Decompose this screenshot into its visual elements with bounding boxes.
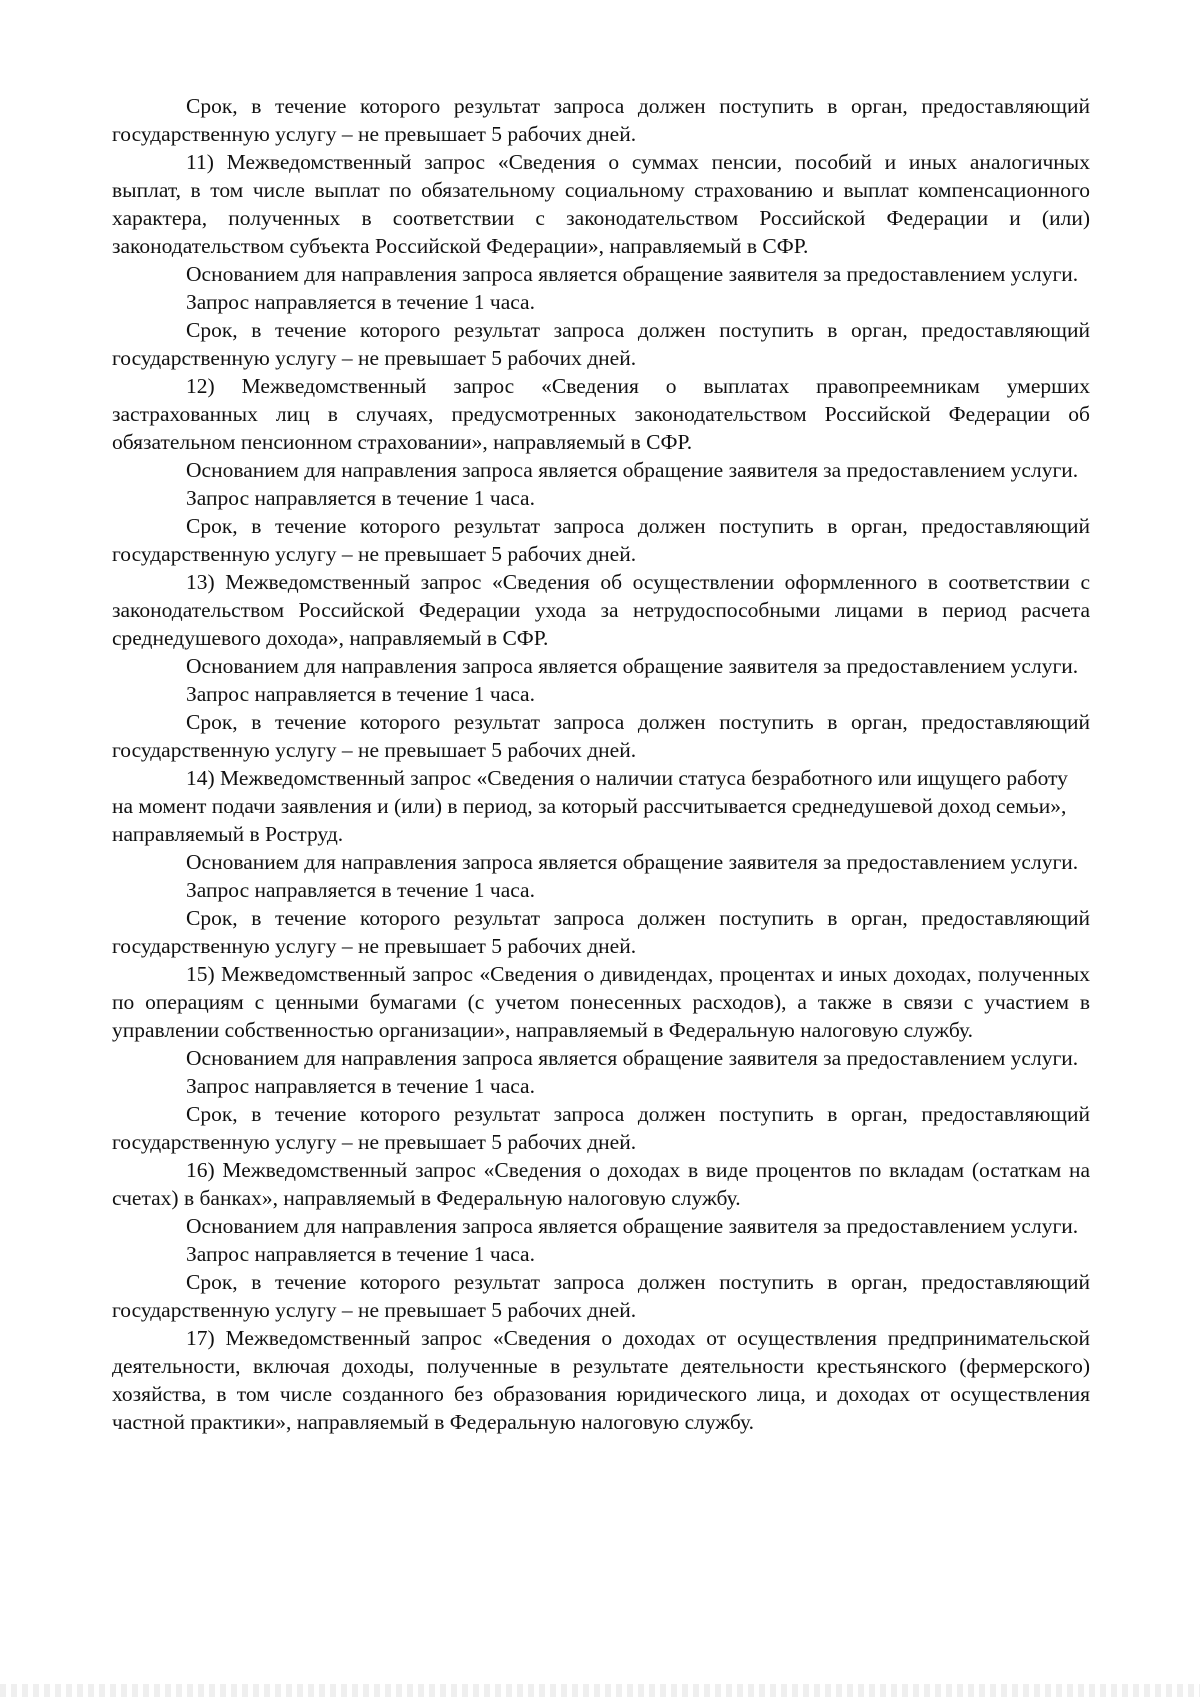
paragraph-request-13: 13) Межведомственный запрос «Сведения об осуществлении оформленного в соответствии с законодательством Российской Федерации ухода за нетрудоспособными лицами в период расчета среднедушевого дохода», направляемый в СФР. xyxy=(112,570,1090,650)
paragraph-request-15: 15) Межведомственный запрос «Сведения о дивидендах, процентах и иных доходах, полученных по операциям с ценными бумагами (с учетом понесенных расходов), а также в связи с участием в управлении собственностью организации», направляемый в Федеральную налоговую службу. xyxy=(112,962,1090,1042)
scan-edge-artifact xyxy=(0,1684,1200,1697)
paragraph-request-11: 11) Межведомственный запрос «Сведения о суммах пенсии, пособий и иных аналогичных выплат, в том числе выплат по обязательному социальному страхованию и выплат компенсационного характера, полученных в соответствии с законодательством Российской Федерации и (или) законодательством субъекта Российской Федерации», направляемый в СФР. xyxy=(112,150,1090,258)
paragraph-send-time: Запрос направляется в течение 1 часа. xyxy=(186,486,535,510)
paragraph-basis: Основанием для направления запроса является обращение заявителя за предоставлением услуги. xyxy=(186,654,1079,678)
document-page xyxy=(112,92,1090,1436)
paragraph-send-time: Запрос направляется в течение 1 часа. xyxy=(186,682,535,706)
paragraph-request-17: 17) Межведомственный запрос «Сведения о доходах от осуществления предпринимательской деятельности, включая доходы, полученные в результате деятельности крестьянского (фермерского) хозяйства, в том числе созданного без образования юридического лица, и доходах от осуществления частной практики», направляемый в Федеральную налоговую службу. xyxy=(112,1326,1090,1434)
paragraph-send-time: Запрос направляется в течение 1 часа. xyxy=(186,290,535,314)
paragraph-basis: Основанием для направления запроса является обращение заявителя за предоставлением услуги. xyxy=(186,1046,1079,1070)
paragraph-deadline: Срок, в течение которого результат запроса должен поступить в орган, предоставляющий государственную услугу – не превышает 5 рабочих дней. xyxy=(112,710,1090,762)
paragraph-send-time: Запрос направляется в течение 1 часа. xyxy=(186,1242,535,1266)
paragraph-send-time: Запрос направляется в течение 1 часа. xyxy=(186,878,535,902)
paragraph-deadline: Срок, в течение которого результат запроса должен поступить в орган, предоставляющий государственную услугу – не превышает 5 рабочих дней. xyxy=(112,1270,1090,1322)
paragraph-deadline: Срок, в течение которого результат запроса должен поступить в орган, предоставляющий государственную услугу – не превышает 5 рабочих дней. xyxy=(112,318,1090,370)
paragraph-basis: Основанием для направления запроса является обращение заявителя за предоставлением услуги. xyxy=(186,1214,1079,1238)
paragraph-deadline: Срок, в течение которого результат запроса должен поступить в орган, предоставляющий государственную услугу – не превышает 5 рабочих дней. xyxy=(112,1102,1090,1154)
paragraph-basis: Основанием для направления запроса является обращение заявителя за предоставлением услуги. xyxy=(186,850,1079,874)
paragraph-deadline: Срок, в течение которого результат запроса должен поступить в орган, предоставляющий государственную услугу – не превышает 5 рабочих дней. xyxy=(112,94,1090,146)
paragraph-basis: Основанием для направления запроса является обращение заявителя за предоставлением услуги. xyxy=(186,458,1079,482)
paragraph-deadline: Срок, в течение которого результат запроса должен поступить в орган, предоставляющий государственную услугу – не превышает 5 рабочих дней. xyxy=(112,906,1090,958)
paragraph-basis: Основанием для направления запроса является обращение заявителя за предоставлением услуги. xyxy=(186,262,1079,286)
paragraph-deadline: Срок, в течение которого результат запроса должен поступить в орган, предоставляющий государственную услугу – не превышает 5 рабочих дней. xyxy=(112,514,1090,566)
paragraph-request-14: 14) Межведомственный запрос «Сведения о наличии статуса безработного или ищущего работу на момент подачи заявления и (или) в период, за который рассчитывается среднедушевой доход семьи», направляемый в Роструд. xyxy=(112,766,1068,846)
paragraph-request-16: 16) Межведомственный запрос «Сведения о доходах в виде процентов по вкладам (остаткам на счетах) в банках», направляемый в Федеральную налоговую службу. xyxy=(112,1158,1090,1210)
paragraph-send-time: Запрос направляется в течение 1 часа. xyxy=(186,1074,535,1098)
paragraph-request-12: 12) Межведомственный запрос «Сведения о выплатах правопреемникам умерших застрахованных лиц в случаях, предусмотренных законодательством Российской Федерации об обязательном пенсионном страховании», направляемый в СФР. xyxy=(112,374,1090,454)
